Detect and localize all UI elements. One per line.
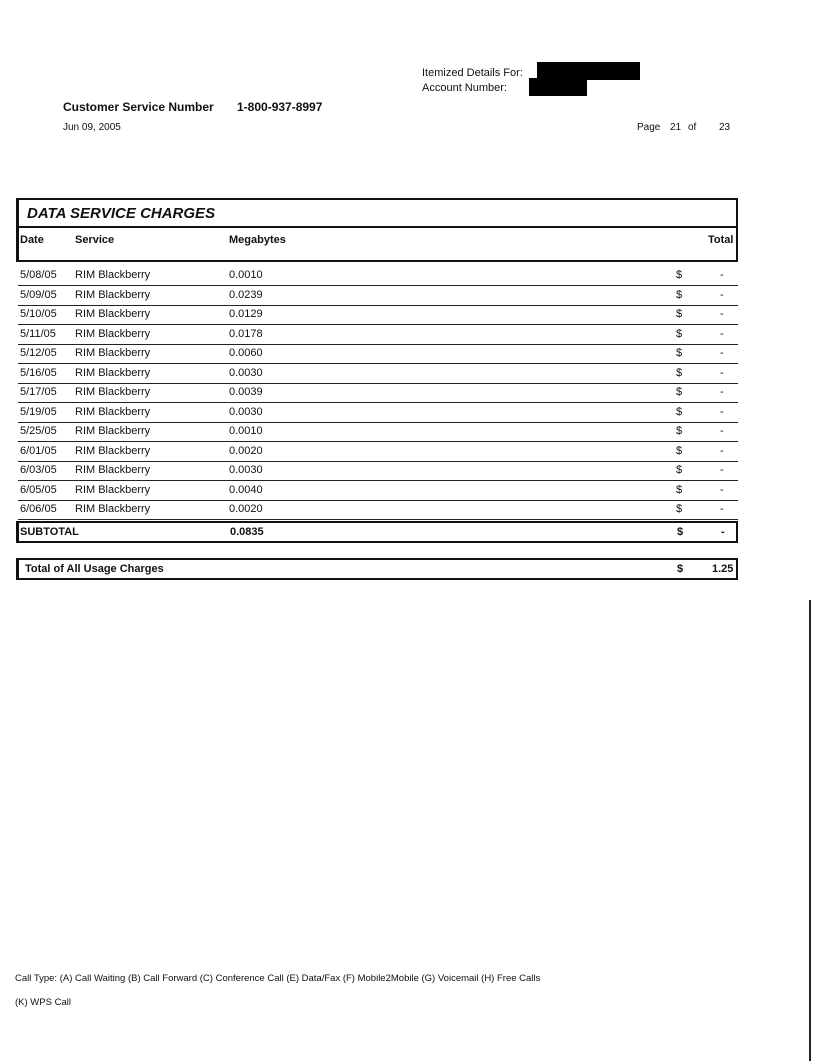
row-currency: $	[676, 327, 683, 340]
row-service: RIM Blackberry	[75, 503, 151, 515]
table-row	[18, 403, 738, 423]
row-total: -	[720, 347, 724, 359]
redacted-account	[529, 78, 587, 96]
row-currency: $	[676, 503, 683, 515]
row-service: RIM Blackberry	[75, 269, 151, 281]
subtotal-total: -	[721, 526, 725, 538]
row-currency: $	[676, 386, 683, 398]
row-total: -	[720, 288, 724, 301]
scan-edge	[809, 600, 811, 1061]
subtotal-label: SUBTOTAL	[20, 526, 79, 538]
subtotal-megabytes: 0.0835	[230, 526, 264, 538]
row-megabytes: 0.0020	[229, 444, 263, 457]
row-currency: $	[676, 483, 683, 496]
row-total: -	[720, 308, 724, 320]
table-row	[18, 325, 738, 345]
row-currency: $	[676, 366, 683, 379]
row-total: -	[720, 464, 724, 476]
row-currency: $	[676, 347, 683, 359]
table-row	[18, 266, 738, 286]
row-total: -	[720, 503, 724, 515]
table-row	[18, 500, 738, 520]
itemized-label: Itemized Details For:	[422, 67, 523, 79]
row-currency: $	[676, 464, 683, 476]
row-currency: $	[676, 308, 683, 320]
row-service: RIM Blackberry	[75, 483, 151, 496]
row-service: RIM Blackberry	[75, 347, 151, 359]
customer-service-number: 1-800-937-8997	[237, 100, 323, 114]
section-title: DATA SERVICE CHARGES	[27, 205, 216, 222]
page-of: of	[688, 122, 697, 133]
bill-date: Jun 09, 2005	[63, 122, 121, 133]
row-total: -	[720, 483, 724, 496]
col-date: Date	[20, 234, 44, 246]
grand-total-label: Total of All Usage Charges	[25, 563, 164, 575]
row-total: -	[720, 444, 724, 457]
row-megabytes: 0.0239	[229, 288, 263, 301]
table-row	[18, 422, 738, 442]
col-total: Total	[708, 234, 734, 246]
column-header-box	[16, 226, 738, 262]
row-date: 6/03/05	[20, 464, 57, 476]
row-service: RIM Blackberry	[75, 386, 151, 398]
row-currency: $	[676, 269, 683, 281]
col-service: Service	[75, 234, 115, 246]
row-date: 5/17/05	[20, 386, 57, 398]
row-date: 5/25/05	[20, 425, 57, 437]
call-type-legend-2: (K) WPS Call	[15, 997, 71, 1008]
row-date: 5/08/05	[20, 269, 57, 281]
row-megabytes: 0.0030	[229, 366, 263, 379]
row-date: 5/09/05	[20, 288, 57, 301]
row-total: -	[720, 386, 724, 398]
table-row	[18, 461, 738, 481]
section-title-box	[16, 198, 738, 228]
subtotal-currency: $	[677, 526, 684, 538]
table-row	[18, 442, 738, 462]
row-megabytes: 0.0030	[229, 464, 263, 476]
row-service: RIM Blackberry	[75, 444, 151, 457]
row-total: -	[720, 269, 724, 281]
customer-service-label: Customer Service Number	[63, 100, 214, 114]
row-currency: $	[676, 444, 683, 457]
row-megabytes: 0.0039	[229, 386, 263, 398]
page-label: Page	[637, 122, 661, 133]
row-total: -	[720, 425, 724, 437]
table-row	[18, 364, 738, 384]
row-currency: $	[676, 288, 683, 301]
row-megabytes: 0.0020	[229, 503, 263, 515]
call-type-legend: Call Type: (A) Call Waiting (B) Call Forward (C) Conference Call (E) Data/Fax (F) Mobile2Mobile (G) Voicemail (H) Free Calls	[15, 973, 541, 984]
row-service: RIM Blackberry	[75, 308, 151, 320]
row-service: RIM Blackberry	[75, 327, 151, 340]
row-service: RIM Blackberry	[75, 288, 151, 301]
row-date: 5/10/05	[20, 308, 57, 320]
page-total: 23	[719, 122, 731, 133]
row-megabytes: 0.0010	[229, 269, 263, 281]
row-date: 5/16/05	[20, 366, 57, 379]
grand-total-currency: $	[677, 563, 684, 575]
grand-total-box	[16, 558, 738, 580]
row-total: -	[720, 405, 724, 418]
row-service: RIM Blackberry	[75, 464, 151, 476]
row-date: 5/12/05	[20, 347, 57, 359]
row-service: RIM Blackberry	[75, 405, 151, 418]
subtotal-box	[16, 521, 738, 543]
row-date: 5/19/05	[20, 405, 57, 418]
table-row	[18, 383, 738, 403]
row-megabytes: 0.0030	[229, 405, 263, 418]
row-megabytes: 0.0178	[229, 327, 263, 340]
row-total: -	[720, 327, 724, 340]
row-megabytes: 0.0129	[229, 308, 263, 320]
col-megabytes: Megabytes	[229, 234, 286, 246]
table-row	[18, 286, 738, 306]
row-currency: $	[676, 425, 683, 437]
row-date: 6/05/05	[20, 483, 57, 496]
row-date: 6/06/05	[20, 503, 57, 515]
row-currency: $	[676, 405, 683, 418]
grand-total-value: 1.25	[712, 563, 734, 575]
row-megabytes: 0.0060	[229, 347, 263, 359]
row-date: 6/01/05	[20, 444, 57, 457]
row-total: -	[720, 366, 724, 379]
row-service: RIM Blackberry	[75, 366, 151, 379]
account-label: Account Number:	[422, 82, 507, 94]
row-megabytes: 0.0010	[229, 425, 263, 437]
row-megabytes: 0.0040	[229, 483, 263, 496]
table-row	[18, 481, 738, 501]
page-current: 21	[670, 122, 682, 133]
row-service: RIM Blackberry	[75, 425, 151, 437]
table-row	[18, 305, 738, 325]
table-row	[18, 344, 738, 364]
row-date: 5/11/05	[20, 327, 56, 340]
